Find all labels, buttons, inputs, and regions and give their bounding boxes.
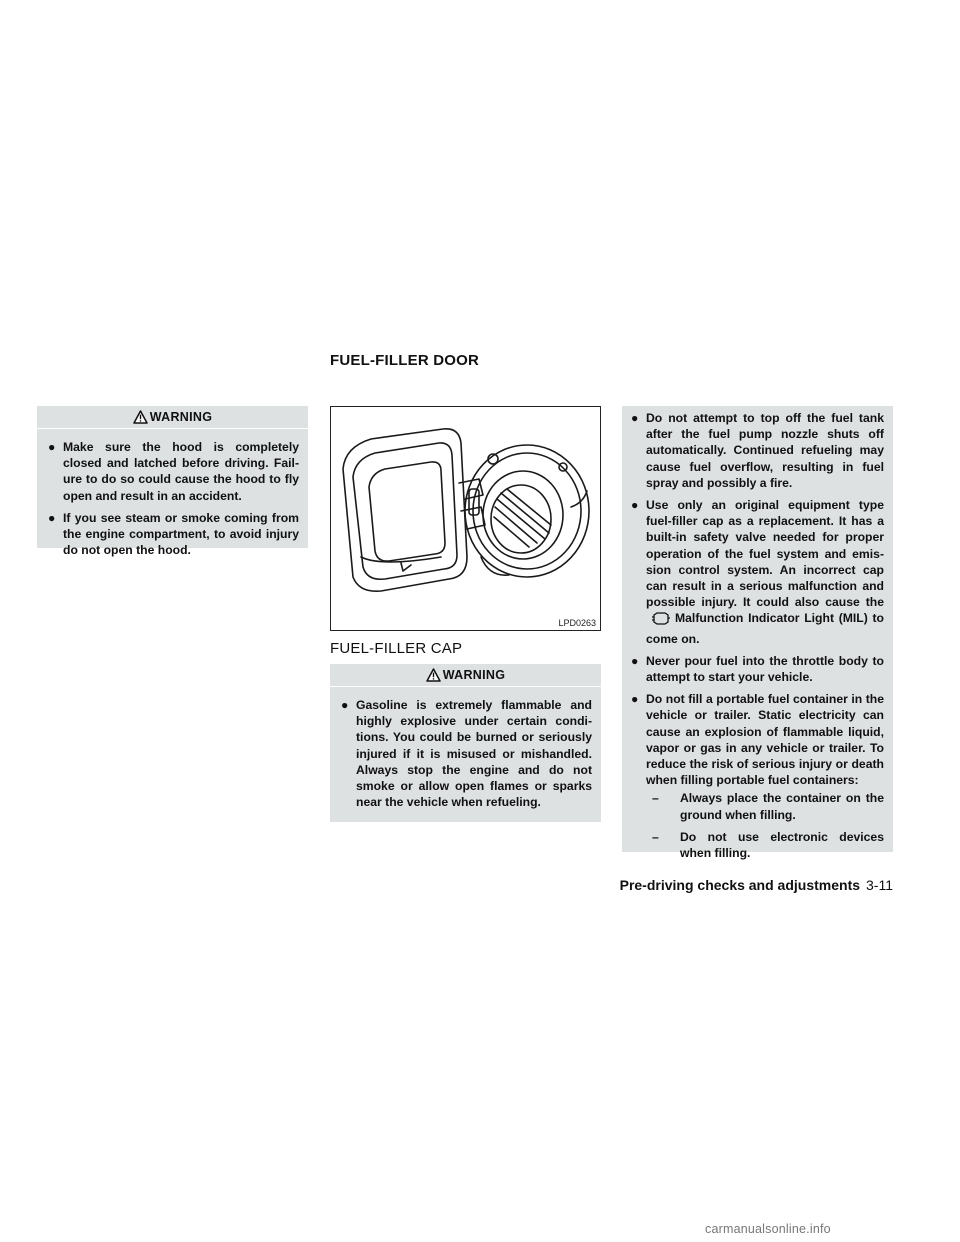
watermark: carmanualsonline.info bbox=[705, 1222, 831, 1236]
bullet-dot: ● bbox=[48, 440, 56, 454]
page-number: 3-11 bbox=[866, 877, 893, 893]
warning-triangle-icon bbox=[426, 668, 441, 682]
sub-item bbox=[646, 829, 884, 861]
bullet-dot: ● bbox=[631, 692, 639, 707]
bullet-dot: ● bbox=[341, 698, 349, 712]
sub-item-text: Always place the container on the ground when filling. bbox=[680, 791, 884, 822]
page-footer bbox=[606, 877, 893, 893]
bullet-dot: ● bbox=[631, 498, 639, 513]
warning-bullet bbox=[341, 697, 592, 810]
bullet-dot: ● bbox=[631, 411, 639, 425]
warning-box-gasoline bbox=[330, 664, 601, 822]
footer-section-name: Pre-driving checks and adjustments bbox=[619, 877, 861, 893]
warning-bullet bbox=[48, 510, 299, 559]
warning-box-refueling bbox=[622, 406, 893, 861]
figure-label: LPD0263 bbox=[558, 618, 596, 628]
subsection-title: FUEL-FILLER CAP bbox=[330, 640, 463, 657]
fuel-filler-figure bbox=[330, 406, 601, 631]
warning-bullet bbox=[48, 439, 299, 504]
sub-item-text: Do not use electronic devices when filling. bbox=[680, 829, 884, 861]
warning-text: If you see steam or smoke coming from the engine compartment, to avoid injury do not open the hood. bbox=[63, 510, 299, 558]
warning-bullet bbox=[631, 410, 884, 491]
warning-header bbox=[330, 664, 601, 687]
warning-text: Gasoline is extremely flammable and highly explosive under certain conditions. You could be burned or seriously injured if it is misused or mishandled. Always stop the engine and do not smoke or allow open flames or sparks near the vehicle when refueling. bbox=[356, 698, 592, 810]
bullet-dot: ● bbox=[631, 653, 639, 668]
warning-text: Make sure the hood is completely closed and latched before driving. Failure to do so could cause the hood to fly open and result in an accident. bbox=[63, 440, 299, 503]
warning-text: Do not fill a portable fuel container in the vehicle or trailer. Static electricity can cause an explosion of flammable liquid, vapor or gas in any vehicle or trailer. To reduce the risk of serious injury or death when filling portable fuel containers: bbox=[646, 692, 884, 788]
warning-header-text: WARNING bbox=[149, 409, 213, 424]
bullet-dot: ● bbox=[48, 510, 56, 525]
sub-item-list bbox=[646, 790, 884, 861]
warning-triangle-icon bbox=[133, 410, 148, 424]
warning-header bbox=[37, 406, 308, 429]
warning-text: Use only an original equipment type fuel-filler cap as a replacement. It has a built-in safety valve needed for proper operation of the fuel system and emission control system. An incorrect cap can result in a serious malfunction and possible injury. It could also cause the bbox=[646, 498, 884, 610]
warning-bullet bbox=[631, 653, 884, 685]
fuel-filler-door-illustration bbox=[331, 407, 600, 617]
warning-text: Malfunction Indicator Light (MIL) to come on. bbox=[646, 611, 884, 646]
warning-box-hood bbox=[37, 406, 308, 558]
dash-marker: – bbox=[652, 829, 659, 844]
warning-header-text: WARNING bbox=[442, 667, 506, 682]
sub-item bbox=[646, 790, 884, 822]
warning-text: Do not attempt to top off the fuel tank after the fuel pump nozzle shuts off automatically. Continued refueling may cause fuel overflow, resulting in fuel spray and possibly a fire. bbox=[646, 411, 884, 490]
warning-bullet bbox=[631, 691, 884, 861]
malfunction-indicator-light-icon bbox=[650, 610, 672, 630]
dash-marker: – bbox=[652, 791, 659, 806]
warning-text: Never pour fuel into the throttle body to attempt to start your vehicle. bbox=[646, 653, 884, 685]
warning-bullet bbox=[631, 497, 884, 647]
section-title: FUEL-FILLER DOOR bbox=[330, 352, 480, 369]
